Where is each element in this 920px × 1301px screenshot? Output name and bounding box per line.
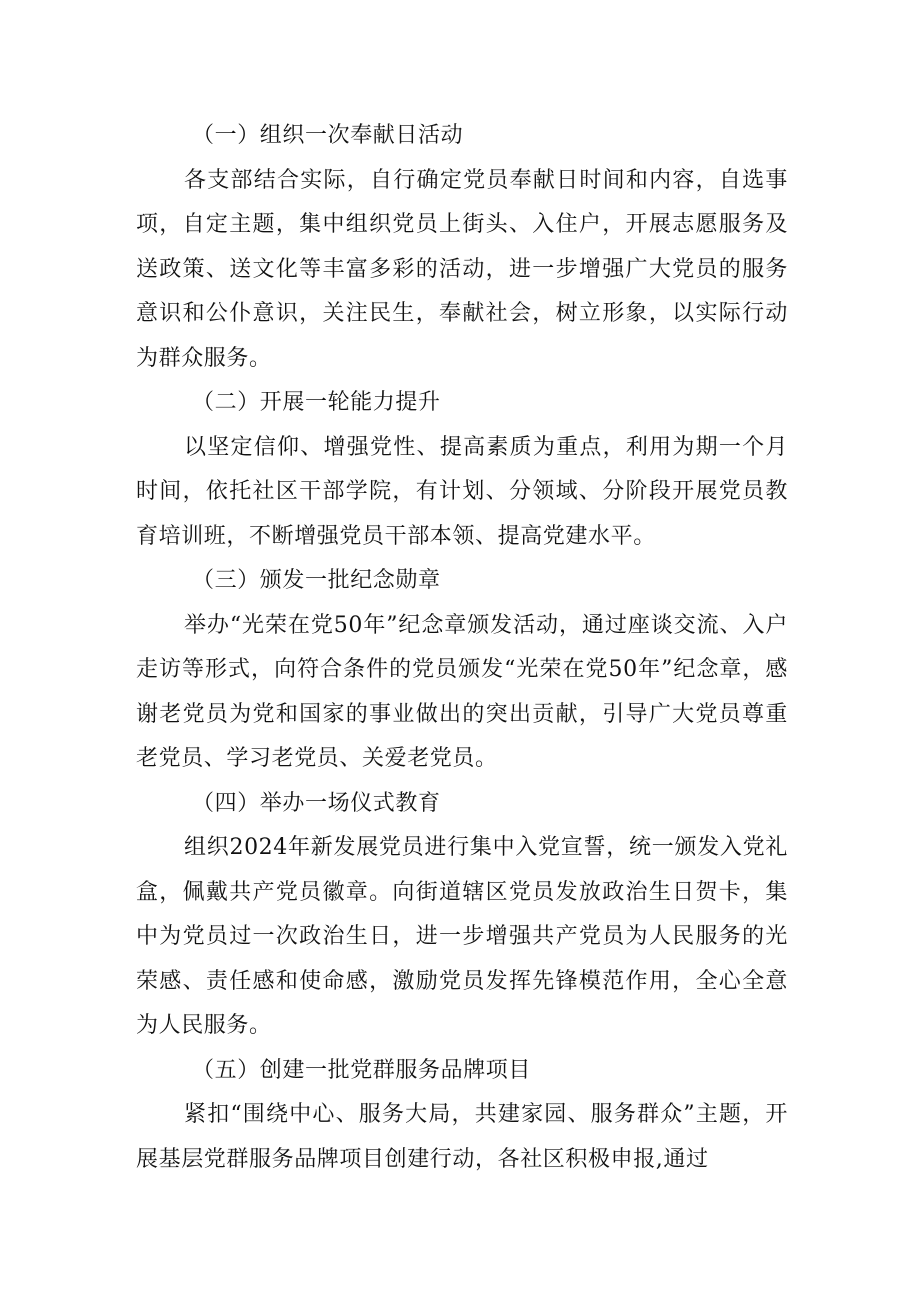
section-paragraph-3: 举办“光荣在党50年”纪念章颁发活动，通过座谈交流、入户走访等形式，向符合条件的党员颁发“光荣在党50年”纪念章，感谢老党员为党和国家的事业做出的突出贡献，引导广大党员尊重老党员、学习老党员、关爱老党员。 — [136, 612, 788, 771]
section-heading-1: （一）组织一次奉献日活动 — [192, 123, 464, 148]
section-heading-2: （二）开展一轮能力提升 — [192, 390, 441, 415]
section-paragraph-1: 各支部结合实际，自行确定党员奉献日时间和内容，自选事项，自定主题，集中组织党员上街头、入住户，开展志愿服务及送政策、送文化等丰富多彩的活动，进一步增强广大党员的服务意识和公仆意识，关注民生，奉献社会，树立形象，以实际行动为群众服务。 — [136, 167, 788, 371]
section-heading-4: （四）举办一场仪式教育 — [192, 790, 441, 816]
section-paragraph-2: 以坚定信仰、增强党性、提高素质为重点，利用为期一个月时间，依托社区干部学院，有计划、分领域、分阶段开展党员教育培训班，不断增强党员干部本领、提高党建水平。 — [136, 434, 788, 549]
section-paragraph-4: 组织2024年新发展党员进行集中入党宣誓，统一颁发入党礼盒，佩戴共产党员徽章。向街道辖区党员发放政治生日贺卡，集中为党员过一次政治生日，进一步增强共产党员为人民服务的光荣感、责任感和使命感，激励党员发挥先锋模范作用，全心全意为人民服务。 — [136, 835, 788, 1038]
section-heading-5: （五）创建一批党群服务品牌项目 — [192, 1057, 532, 1083]
section-heading-3: （三）颁发一批纪念勋章 — [192, 568, 441, 593]
document-body — [136, 114, 788, 1182]
section-paragraph-5: 紧扣“围绕中心、服务大局，共建家园、服务群众”主题，开展基层党群服务品牌项目创建行动，各社区积极申报,通过 — [136, 1102, 788, 1172]
